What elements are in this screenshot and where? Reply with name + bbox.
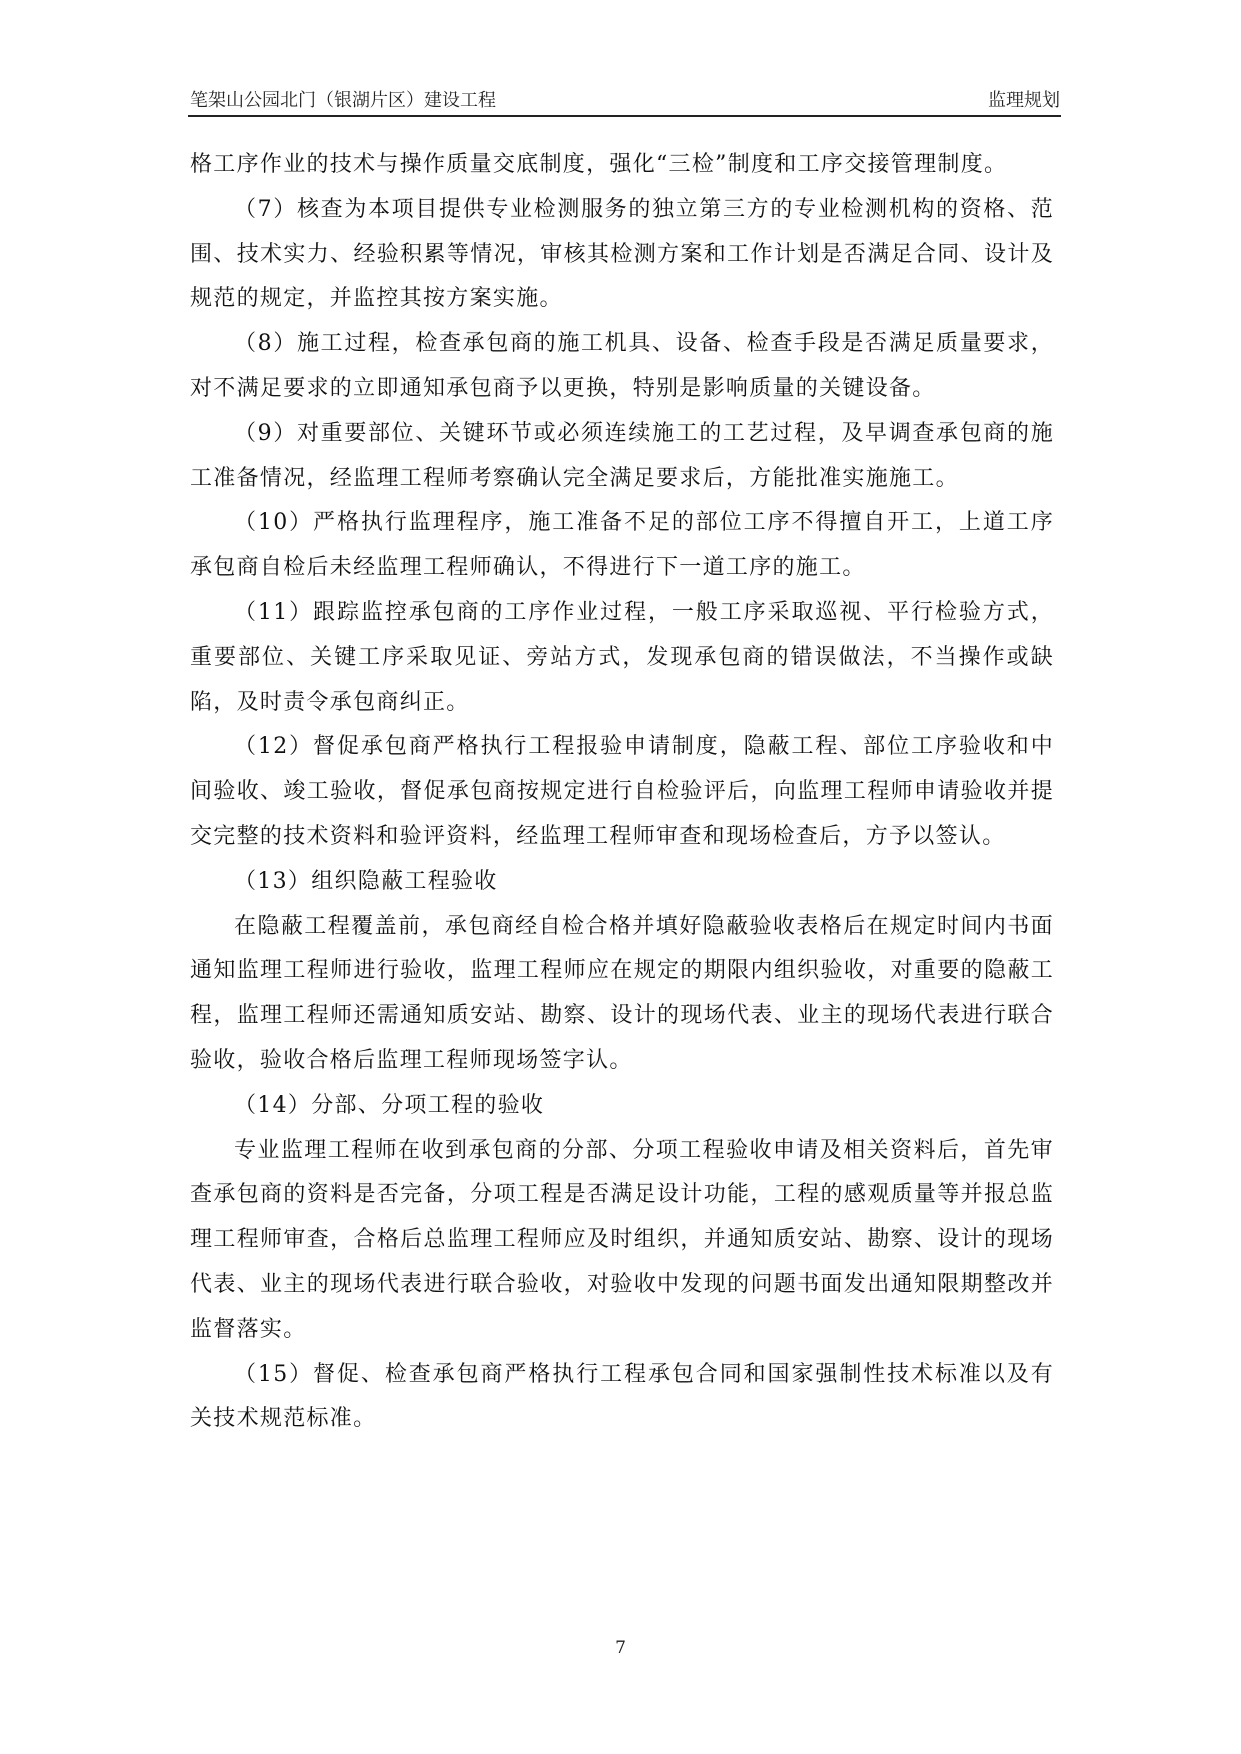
paragraph-11: 专业监理工程师在收到承包商的分部、分项工程验收申请及相关资料后，首先审查承包商的资料是否完备，分项工程是否满足设计功能，工程的感观质量等并报总监理工程师审查，合格后总监理工程师应及时组织，并通知质安站、勘察、设计的现场代表、业主的现场代表进行联合验收，对验收中发现的问题书面发出通知限期整改并监督落实。 [190,1137,1054,1342]
paragraph-2: （7）核查为本项目提供专业检测服务的独立第三方的专业检测机构的资格、范围、技术实力、经验积累等情况，审核其检测方案和工作计划是否满足合同、设计及规范的规定，并监控其按方案实施。 [190,196,1054,312]
paragraph-5: （10）严格执行监理程序，施工准备不足的部位工序不得擅自开工，上道工序承包商自检后未经监理工程师确认，不得进行下一道工序的施工。 [190,510,1054,581]
header-project-title: 笔架山公园北门（银湖片区）建设工程 [190,90,496,111]
body-text [190,143,1054,1442]
header-section-title: 监理规划 [988,90,1060,111]
paragraph-4: （9）对重要部位、关键环节或必须连续施工的工艺过程，及早调查承包商的施工准备情况，经监理工程师考察确认完全满足要求后，方能批准实施施工。 [190,420,1054,491]
paragraph-9: 在隐蔽工程覆盖前，承包商经自检合格并填好隐蔽验收表格后在规定时间内书面通知监理工程师进行验收，监理工程师应在规定的期限内组织验收，对重要的隐蔽工程，监理工程师还需通知质安站、勘察、设计的现场代表、业主的现场代表进行联合验收，验收合格后监理工程师现场签字认。 [190,913,1054,1073]
header-divider [188,115,1061,117]
paragraph-7: （12）督促承包商严格执行工程报验申请制度，隐蔽工程、部位工序验收和中间验收、竣工验收，督促承包商按规定进行自检验评后，向监理工程师申请验收并提交完整的技术资料和验评资料，经监理工程师审查和现场检查后，方予以签认。 [190,734,1054,849]
paragraph-1: 格工序作业的技术与操作质量交底制度，强化“三检”制度和工序交接管理制度。 [190,152,1008,177]
paragraph-10-heading: （14）分部、分项工程的验收 [234,1092,545,1118]
paragraph-8-heading: （13）组织隐蔽工程验收 [234,868,498,894]
page-number: 7 [615,1638,626,1658]
paragraph-12: （15）督促、检查承包商严格执行工程承包合同和国家强制性技术标准以及有关技术规范标准。 [190,1361,1054,1432]
page-header [190,88,1060,114]
paragraph-3: （8）施工过程，检查承包商的施工机具、设备、检查手段是否满足质量要求，对不满足要求的立即通知承包商予以更换，特别是影响质量的关键设备。 [190,331,1054,401]
paragraph-6: （11）跟踪监控承包商的工序作业过程，一般工序采取巡视、平行检验方式，重要部位、关键工序采取见证、旁站方式，发现承包商的错误做法，不当操作或缺陷，及时责令承包商纠正。 [190,599,1054,715]
